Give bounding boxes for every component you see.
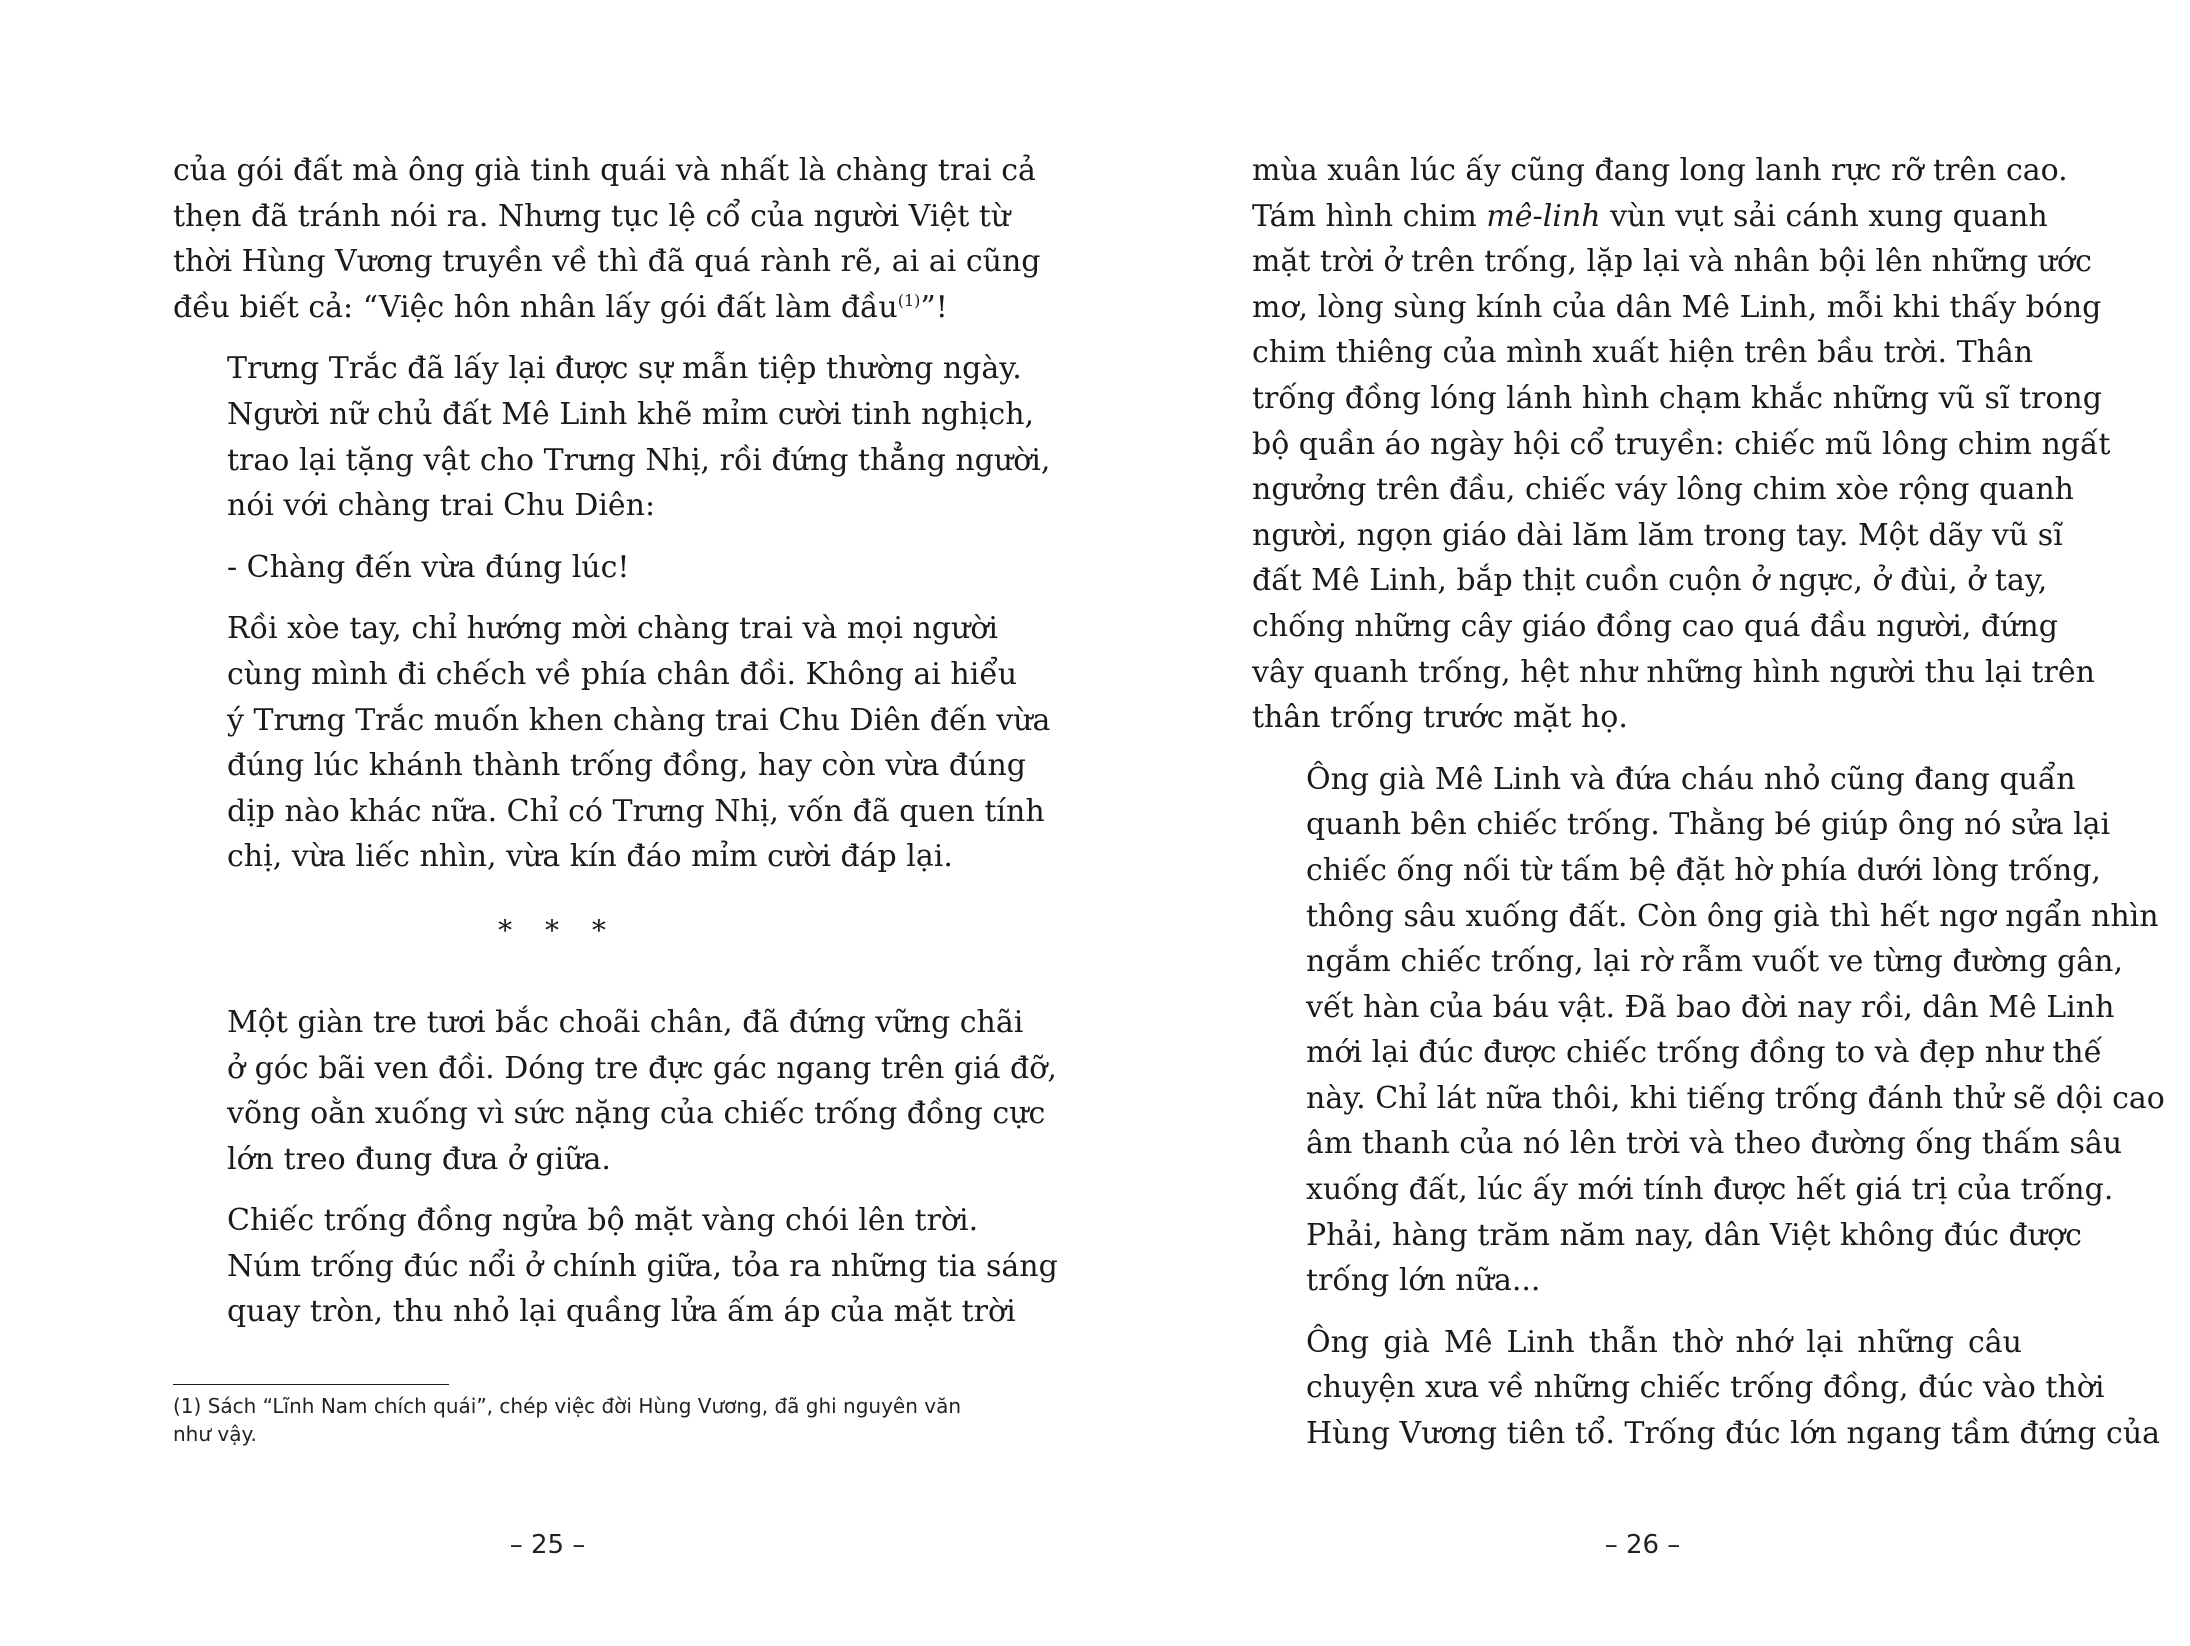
text-line: Ông già Mê Linh thẫn thờ nhớ lại những câu bbox=[1306, 1324, 2022, 1360]
text-fragment: ”! bbox=[920, 289, 948, 325]
paragraph bbox=[173, 346, 1051, 528]
footnote-line: (1) Sách “Lĩnh Nam chích quái”, chép việc đời Hùng Vương, đã ghi nguyên văn bbox=[173, 1394, 962, 1418]
text-line bbox=[1252, 194, 2048, 240]
text-line: nói với chàng trai Chu Diên: bbox=[227, 488, 656, 524]
paragraph bbox=[1252, 1320, 2161, 1457]
text-fragment: đều biết cả: “Việc hôn nhân lấy gói đất làm đầu bbox=[173, 289, 898, 325]
left-text-column bbox=[173, 148, 1058, 1335]
text-line: vây quanh trống, hệt như những hình người thu lại trên bbox=[1252, 654, 2095, 690]
text-line: Trưng Trắc đã lấy lại được sự mẫn tiệp thường ngày. bbox=[227, 351, 1022, 387]
text-line: Rồi xòe tay, chỉ hướng mời chàng trai và mọi người bbox=[227, 611, 998, 647]
text-line: thông sâu xuống đất. Còn ông già thì hết ngơ ngẩn nhìn bbox=[1306, 898, 2159, 934]
text-line: thẹn đã tránh nói ra. Nhưng tục lệ cổ của người Việt từ bbox=[173, 198, 1011, 234]
text-line: cùng mình đi chếch về phía chân đồi. Không ai hiểu bbox=[227, 656, 1018, 692]
text-line: ở góc bãi ven đồi. Dóng tre đực gác ngang trên giá đỡ, bbox=[227, 1050, 1057, 1086]
paragraph bbox=[173, 606, 1051, 880]
text-line: này. Chỉ lát nữa thôi, khi tiếng trống đánh thử sẽ dội cao bbox=[1306, 1080, 2165, 1116]
text-line: võng oằn xuống vì sức nặng của chiếc trống đồng cực bbox=[227, 1096, 1046, 1132]
text-line: Phải, hàng trăm năm nay, dân Việt không đúc được bbox=[1306, 1217, 2082, 1253]
text-line: mới lại đúc được chiếc trống đồng to và đẹp như thế bbox=[1306, 1035, 2103, 1071]
text-fragment: Tám hình chim bbox=[1252, 198, 1487, 234]
text-line: chuyện xưa về những chiếc trống đồng, đúc vào thời bbox=[1306, 1370, 2105, 1406]
text-line: Người nữ chủ đất Mê Linh khẽ mỉm cười tinh nghịch, bbox=[227, 396, 1035, 432]
text-line: thân trống trước mặt họ. bbox=[1252, 700, 1628, 736]
text-line: Ông già Mê Linh và đứa cháu nhỏ cũng đang quẩn bbox=[1306, 761, 2076, 797]
right-page bbox=[1095, 0, 2190, 1646]
right-text-column bbox=[1252, 148, 2165, 1457]
dialogue-line bbox=[173, 545, 943, 591]
text-line: chim thiêng của mình xuất hiện trên bầu trời. Thân bbox=[1252, 335, 2034, 371]
text-line: thời Hùng Vương truyền về thì đã quá rành rẽ, ai ai cũng bbox=[173, 244, 1041, 280]
text-line: mùa xuân lúc ấy cũng đang long lanh rực rỡ trên cao. bbox=[1252, 153, 2068, 188]
paragraph bbox=[173, 148, 1041, 330]
text-line: trống lớn nữa... bbox=[1306, 1263, 1541, 1299]
text-line: âm thanh của nó lên trời và theo đường ống thấm sâu bbox=[1306, 1126, 2123, 1162]
text-line: ngắm chiếc trống, lại rờ rẫm vuốt ve từng đường gân, bbox=[1306, 944, 2124, 980]
paragraph bbox=[1252, 148, 2111, 741]
paragraph bbox=[173, 1198, 1058, 1335]
text-line: ngưởng trên đầu, chiếc váy lông chim xòe rộng quanh bbox=[1252, 472, 2074, 508]
footnote-line: như vậy. bbox=[173, 1422, 257, 1446]
text-line: mơ, lòng sùng kính của dân Mê Linh, mỗi khi thấy bóng bbox=[1252, 289, 2102, 325]
text-line: đúng lúc khánh thành trống đồng, hay còn vừa đúng bbox=[227, 748, 1026, 784]
text-line: Núm trống đúc nổi ở chính giữa, tỏa ra những tia sáng bbox=[227, 1248, 1058, 1284]
section-separator: * * * bbox=[498, 913, 618, 947]
text-line: - Chàng đến vừa đúng lúc! bbox=[227, 549, 630, 585]
text-fragment: vùn vụt sải cánh xung quanh bbox=[1600, 198, 2048, 234]
text-line: Chiếc trống đồng ngửa bộ mặt vàng chói lên trời. bbox=[227, 1203, 979, 1239]
text-line: đất Mê Linh, bắp thịt cuồn cuộn ở ngực, ở đùi, ở tay, bbox=[1252, 563, 2048, 599]
text-line: vết hàn của báu vật. Đã bao đời nay rồi, dân Mê Linh bbox=[1306, 989, 2115, 1025]
text-line: chiếc ống nối từ tấm bệ đặt hờ phía dưới lòng trống, bbox=[1306, 852, 2101, 888]
text-line: quay tròn, thu nhỏ lại quầng lửa ấm áp của mặt trời bbox=[227, 1294, 1016, 1330]
text-line: xuống đất, lúc ấy mới tính được hết giá trị của trống. bbox=[1306, 1172, 2114, 1208]
text-line: quanh bên chiếc trống. Thằng bé giúp ông nó sửa lại bbox=[1306, 807, 2111, 843]
text-line: Hùng Vương tiên tổ. Trống đúc lớn ngang tầm đứng của bbox=[1306, 1416, 2161, 1452]
text-line: chị, vừa liếc nhìn, vừa kín đáo mỉm cười đáp lại. bbox=[227, 839, 953, 875]
text-line: mặt trời ở trên trống, lặp lại và nhân bội lên những ước bbox=[1252, 244, 2092, 280]
footnote-divider bbox=[173, 1384, 449, 1385]
text-line: trống đồng lóng lánh hình chạm khắc những vũ sĩ trong bbox=[1252, 380, 2102, 416]
text-line: Một giàn tre tươi bắc choãi chân, đã đứng vững chãi bbox=[227, 1004, 1024, 1040]
text-line: dịp nào khác nữa. Chỉ có Trưng Nhị, vốn đã quen tính bbox=[227, 793, 1045, 829]
text-line bbox=[173, 285, 948, 331]
text-line: bộ quần áo ngày hội cổ truyền: chiếc mũ lông chim ngất bbox=[1252, 426, 2111, 462]
text-line: chống những cây giáo đồng cao quá đầu người, đứng bbox=[1252, 608, 2058, 644]
text-line: người, ngọn giáo dài lăm lăm trong tay. Một dãy vũ sĩ bbox=[1252, 517, 2063, 553]
text-line: lớn treo đung đưa ở giữa. bbox=[227, 1141, 611, 1177]
page-number: – 25 – bbox=[509, 1530, 586, 1560]
text-line: của gói đất mà ông già tinh quái và nhất là chàng trai cả bbox=[173, 153, 1036, 188]
page-number: – 26 – bbox=[1604, 1530, 1681, 1560]
footnote bbox=[173, 1392, 962, 1448]
footnote-marker: (1) bbox=[897, 290, 921, 310]
paragraph bbox=[173, 1000, 1057, 1182]
text-line: trao lại tặng vật cho Trưng Nhị, rồi đứng thẳng người, bbox=[227, 442, 1051, 478]
italic-term: mê-linh bbox=[1486, 198, 1601, 234]
text-line: ý Trưng Trắc muốn khen chàng trai Chu Diên đến vừa bbox=[227, 702, 1051, 738]
paragraph bbox=[1252, 757, 2165, 1304]
